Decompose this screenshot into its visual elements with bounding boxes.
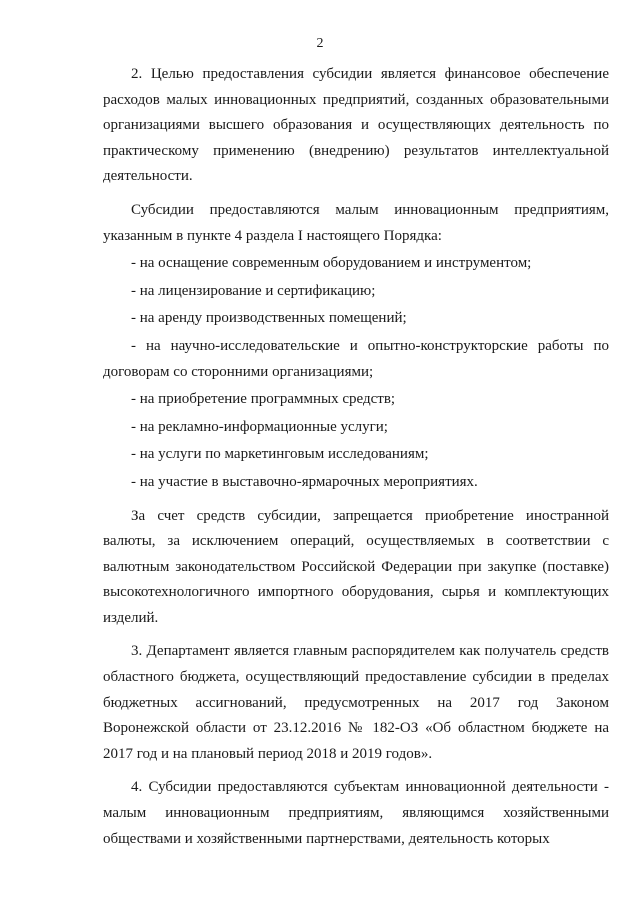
list-item: - на научно-исследовательские и опытно-конструкторские работы по договорам со сторонними организациями; xyxy=(103,337,609,380)
list-item: - на приобретение программных средств; xyxy=(131,391,396,408)
paragraph-4: 4. Субсидии предоставляются субъектам инновационной деятельности - малым инновационным предприятиям, являющимся хозяйственными обществами и хозяйственными партнерствами, деятельность которых xyxy=(103,779,609,847)
list-item: - на лицензирование и сертификацию; xyxy=(131,282,376,299)
prohibition-paragraph: За счет средств субсидии, запрещается приобретение иностранной валюты, за исключением операций, осуществляемых в соответствии с валютным законодательством Российской Федерации при закупке (поставке) высокотехнологичного импортного оборудования, сырья и комплектующих изделий. xyxy=(103,507,609,626)
paragraph-3: 3. Департамент является главным распорядителем как получатель средств областного бюджета, осуществляющий предоставление субсидии в пределах бюджетных ассигнований, предусмотренных на 2017 год Законом Воронежской области от 23.12.2016 № 182-ОЗ «Об областном бюджете на 2017 год и на плановый период 2018 и 2019 годов». xyxy=(103,643,609,762)
paragraph-2: 2. Целью предоставления субсидии является финансовое обеспечение расходов малых инновационных предприятий, созданных образовательными организациями высшего образования и осуществляющих деятельность по практическому применению (внедрению) результатов интеллектуальной деятельности. xyxy=(103,66,609,185)
list-item: - на услуги по маркетинговым исследованиям; xyxy=(131,446,429,463)
list-item: - на участие в выставочно-ярмарочных мероприятиях. xyxy=(131,473,478,490)
subsidies-intro: Субсидии предоставляются малым инновационным предприятиям, указанным в пункте 4 раздела I настоящего Порядка: xyxy=(103,201,609,244)
page-number: 2 xyxy=(316,36,324,51)
expense-list xyxy=(103,249,609,495)
list-item: - на рекламно-информационные услуги; xyxy=(131,418,388,435)
document-body xyxy=(103,62,609,852)
list-item: - на оснащение современным оборудованием и инструментом; xyxy=(131,255,532,272)
list-item: - на аренду производственных помещений; xyxy=(131,310,407,327)
